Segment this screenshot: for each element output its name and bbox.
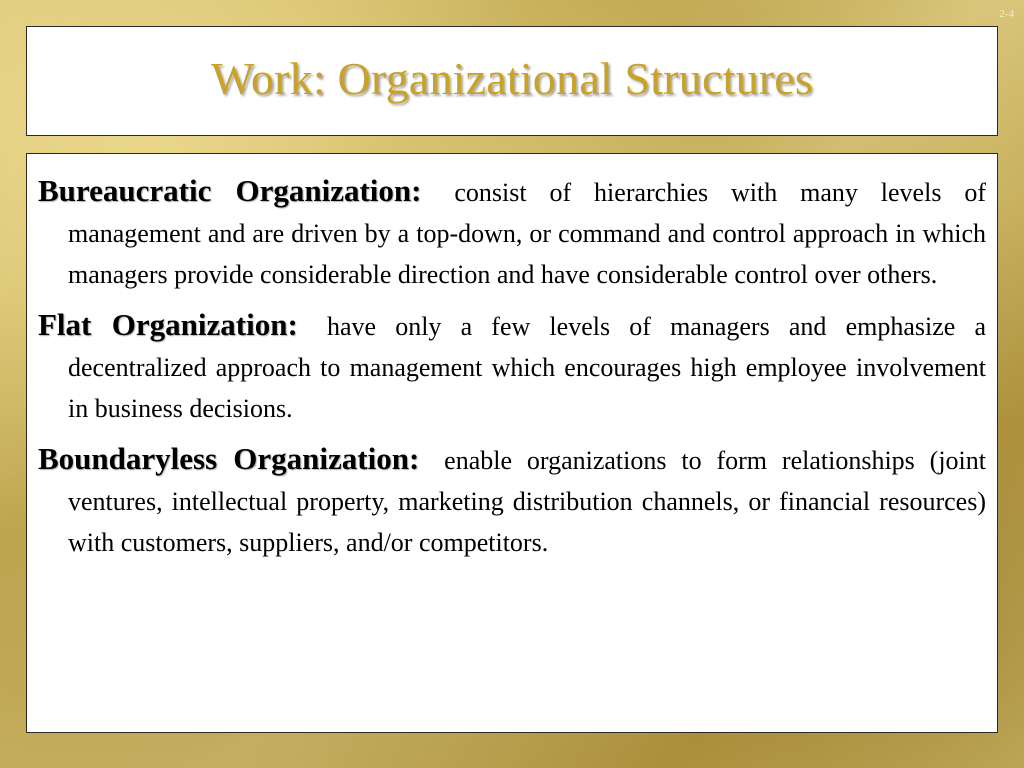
- title-box: [26, 26, 998, 136]
- term-boundaryless: Boundaryless Organization:: [38, 441, 420, 476]
- definition-boundaryless: enable organizations to form relationships (joint ventures, intellectual property, marketing distribution channels, or financial resources) with customers, suppliers, and/or competitors.: [68, 446, 986, 557]
- term-bureaucratic: Bureaucratic Organization:: [38, 173, 422, 208]
- definition-item-bureaucratic: [38, 170, 986, 295]
- definition-bureaucratic: consist of hierarchies with many levels of management and are driven by a top-down, or command and control approach in which managers provide considerable direction and have considerable control over others.: [68, 178, 986, 289]
- slide-title: Work: Organizational Structures: [210, 52, 814, 104]
- definition-item-flat: [38, 304, 986, 429]
- definition-flat: have only a few levels of managers and emphasize a decentralized approach to management which encourages high employee involvement in business decisions.: [68, 312, 986, 423]
- term-flat: Flat Organization:: [38, 307, 298, 342]
- definition-item-boundaryless: [38, 438, 986, 563]
- slide-page-number: 2-4: [999, 8, 1014, 20]
- content-box: [26, 153, 998, 733]
